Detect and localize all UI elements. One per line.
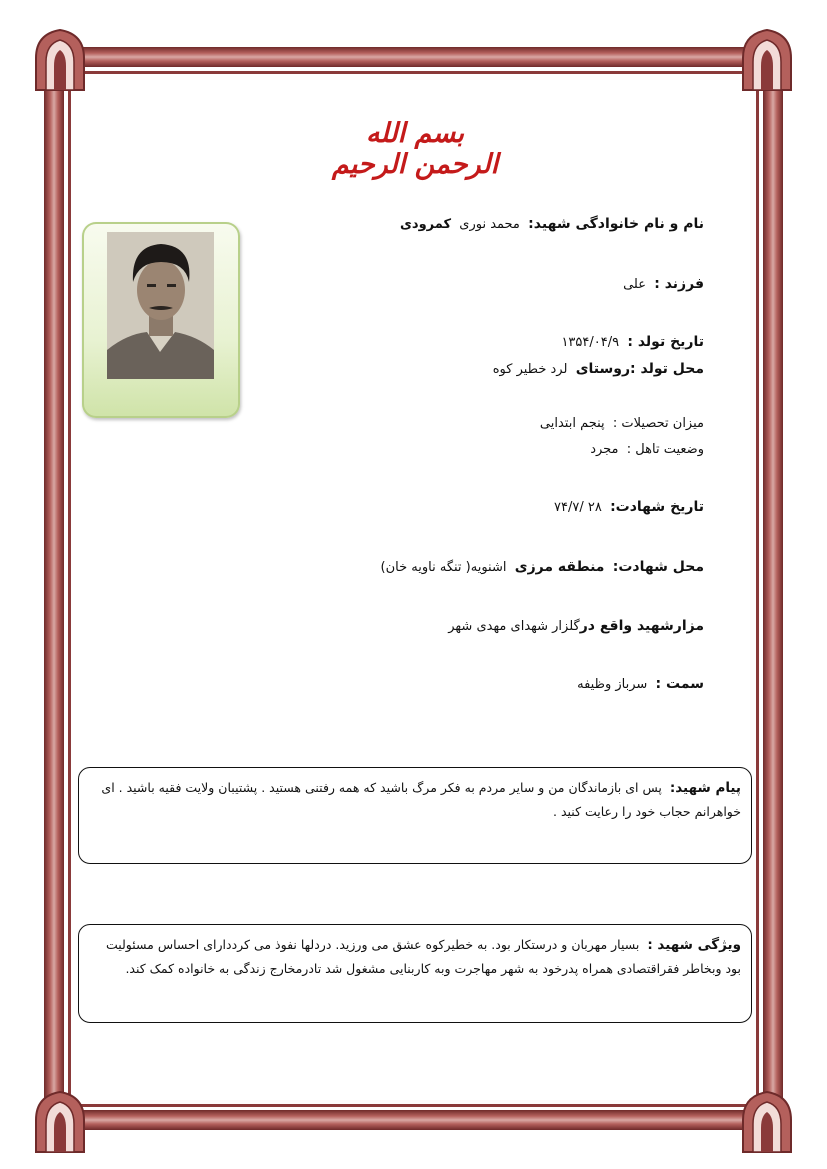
father-name-value: علی (623, 277, 646, 292)
martyrdom-place-label: محل شهادت: (612, 559, 704, 575)
portrait-photo (107, 232, 214, 379)
burial-place-label: مزارشهید واقع در (579, 618, 704, 634)
frame-corner-ornament-bottom-right (739, 1090, 795, 1154)
education-label: میزان تحصیلات : (612, 416, 704, 431)
field-martyrdom-place (381, 559, 704, 575)
martyr-message-text: پس ای بازماندگان من و سایر مردم به فکر مرگ باشید که همه رفتنی هستید . پشتیبان ولایت فقیه باشید . ای خواهرانم حجاب خود را رعایت کنید . (101, 780, 741, 819)
frame-inner-top-line (60, 71, 767, 74)
birth-place-value: لرد خطیر کوه (492, 362, 568, 377)
frame-inner-left-line (68, 60, 71, 1109)
position-value: سرباز وظیفه (577, 677, 648, 692)
birth-place-label: محل تولد :روستای (575, 361, 704, 377)
frame-bottom-bar (40, 1110, 787, 1130)
burial-place-value: گلزار شهدای مهدی شهر (448, 619, 580, 634)
martyr-traits-label: ویژگی شهید : (647, 937, 741, 953)
martyrdom-place-value: اشنویه( تنگه ناویه خان) (380, 560, 507, 575)
field-father-name (623, 276, 704, 292)
martyr-traits-box (78, 924, 752, 1023)
field-full-name (400, 216, 704, 232)
full-name-label: نام و نام خانوادگی شهید: (528, 216, 704, 232)
frame-inner-bottom-line (60, 1104, 767, 1107)
martyrdom-date-label: تاریخ شهادت: (610, 499, 704, 515)
field-burial-place (448, 618, 704, 634)
frame-corner-ornament-bottom-left (32, 1090, 88, 1154)
martyr-traits-text: بسیار مهربان و درستکار بود. به خطیرکوه عشق می ورزید. دردلها نفوذ می کرددارای احساس مسئولیت بود وبخاطر فقراقتصادی همراه پدرخود به شهر مهاجرت وبه کاربنایی مشغول شد تادرمخارج زندگی به خانواده کمک کند. (105, 937, 741, 976)
field-marital-status (590, 442, 704, 457)
frame-left-bar (44, 40, 64, 1129)
frame-corner-ornament-top-left (32, 28, 88, 92)
birth-date-label: تاریخ تولد : (627, 334, 704, 350)
frame-inner-right-line (756, 60, 759, 1109)
position-label: سمت : (655, 676, 704, 692)
martyr-message-box (78, 767, 752, 864)
frame-top-bar (40, 47, 787, 67)
field-birth-date (561, 334, 704, 350)
field-birth-place (493, 361, 704, 377)
martyrdom-date-value: ۲۸ /۷۴/۷ (554, 500, 602, 515)
field-education (540, 416, 704, 431)
martyrdom-place-region: منطقه مرزی (514, 559, 605, 575)
education-value: پنجم ابتدایی (539, 416, 605, 431)
birth-date-value: ۱۳۵۴/۰۴/۹ (561, 335, 620, 350)
basmala-heading: بسم الله الرحمن الرحیم (331, 118, 499, 180)
marital-status-value: مجرد (590, 442, 619, 457)
frame-corner-ornament-top-right (739, 28, 795, 92)
field-position (577, 676, 704, 692)
full-name-first: محمد نوری (459, 217, 520, 232)
full-name-last: کمرودی (399, 217, 452, 232)
martyr-message-label: پیام شهید: (669, 780, 741, 796)
father-name-label: فرزند : (654, 276, 704, 292)
frame-right-bar (763, 40, 783, 1129)
field-martyrdom-date (554, 499, 704, 515)
portrait-frame (82, 222, 240, 418)
marital-status-label: وضعیت تاهل : (626, 442, 704, 457)
